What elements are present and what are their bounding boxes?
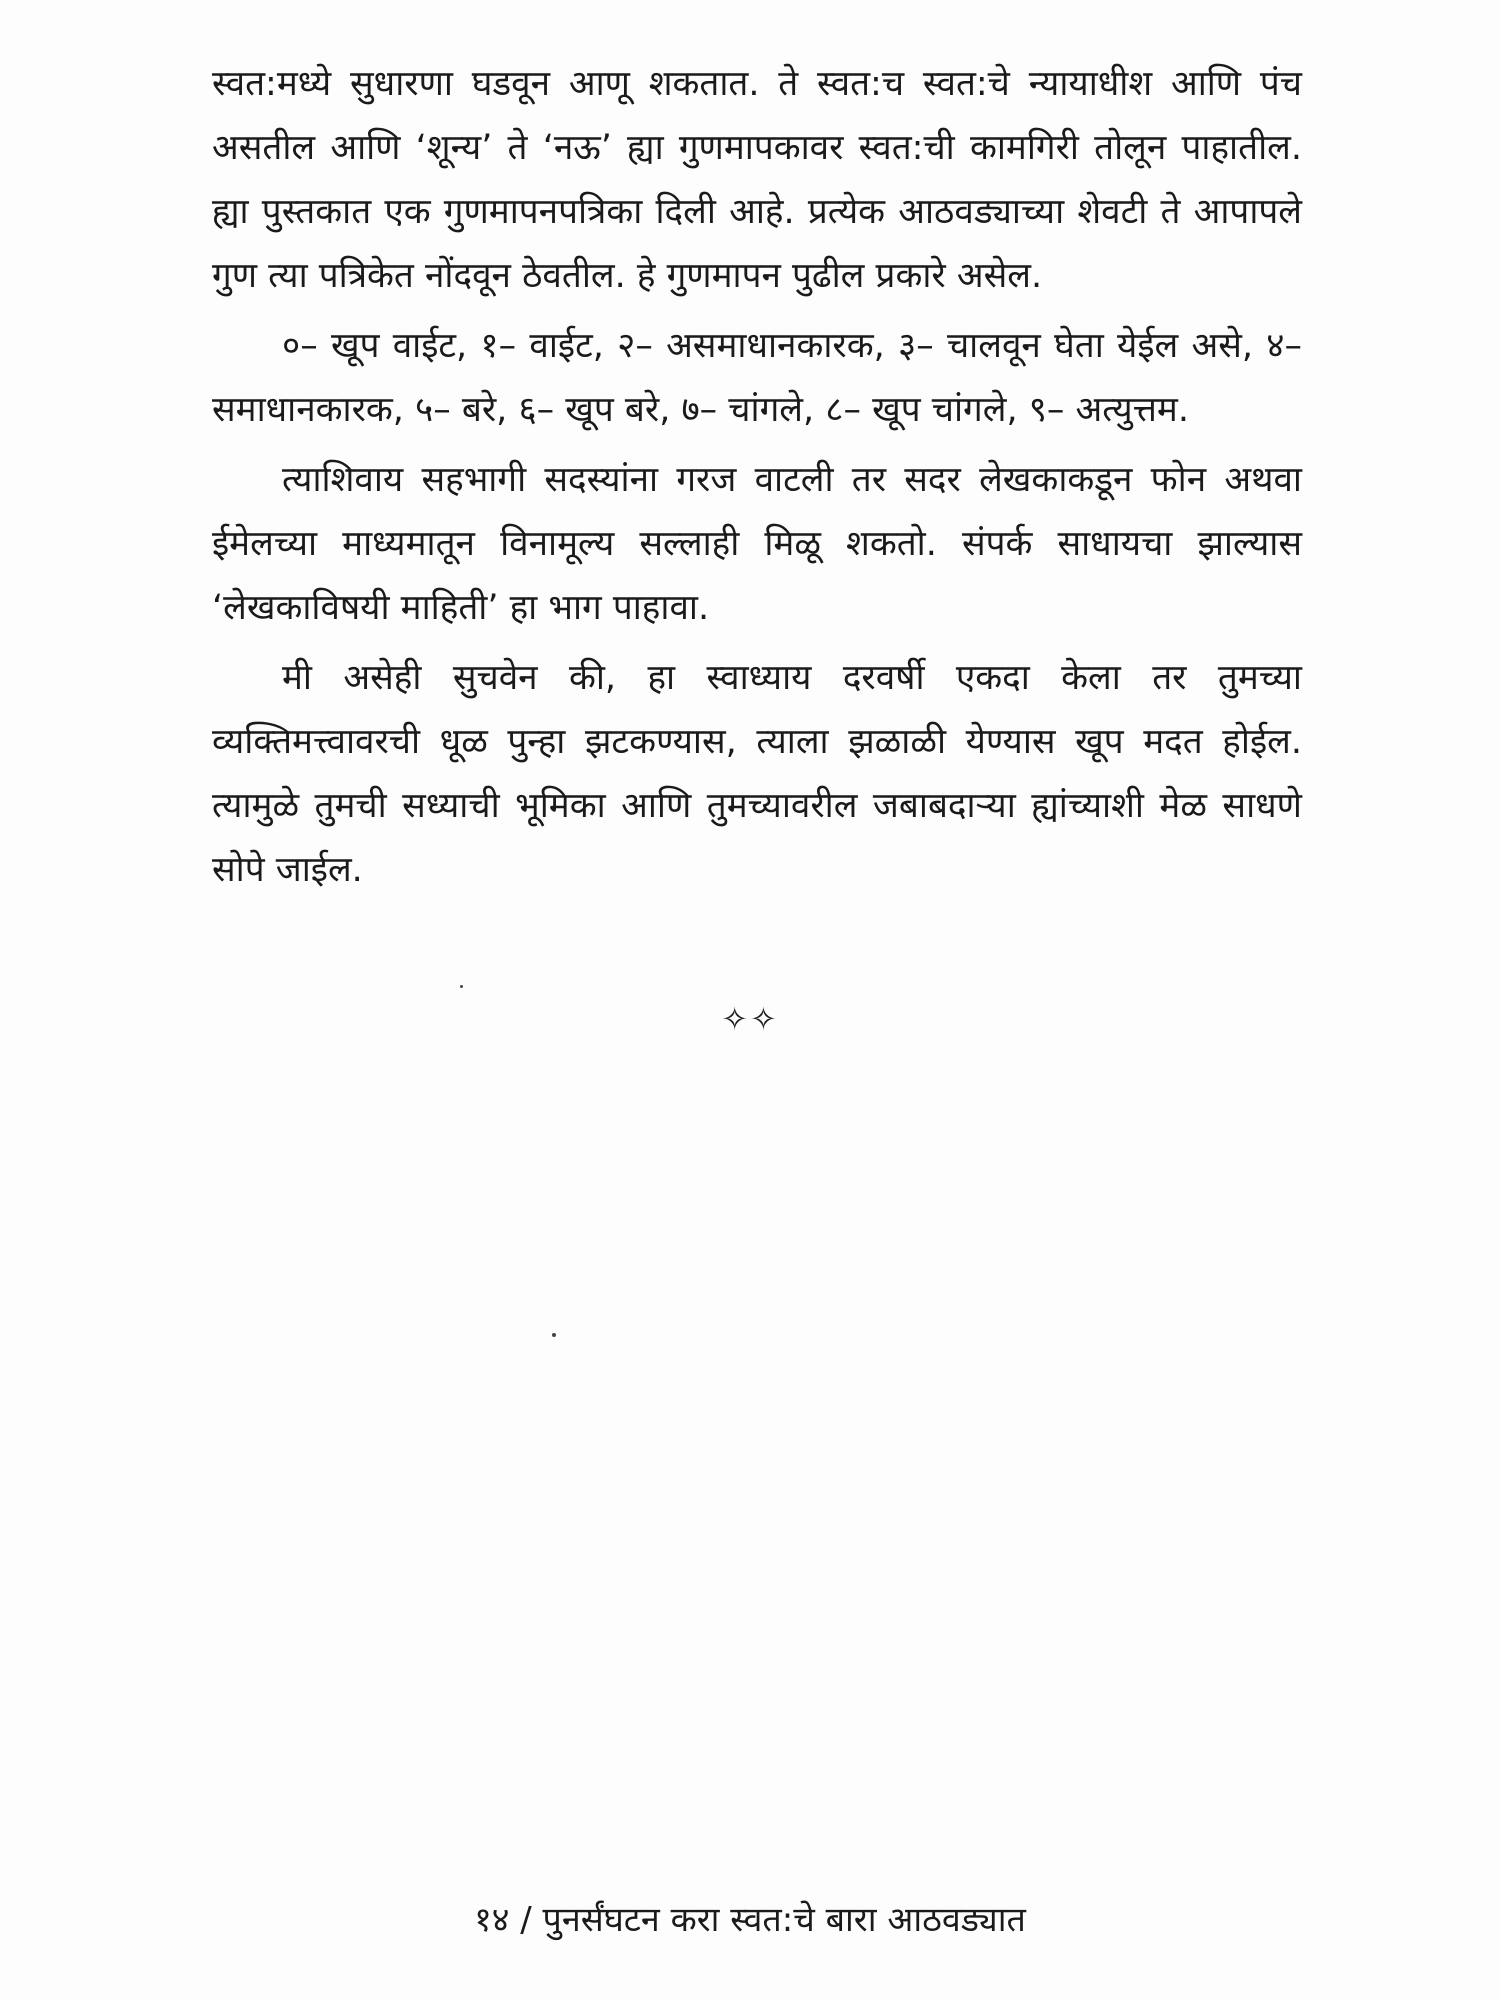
section-end-ornament-icon: ✧✧ (721, 1000, 779, 1038)
body-text (212, 52, 1302, 908)
page-footer: १४ / पुनर्संघटन करा स्वत:चे बारा आठवड्यात (474, 1900, 1026, 1940)
paragraph-rating-scale: ०– खूप वाईट, १– वाईट, २– असमाधानकारक, ३– चालवून घेता येईल असे, ४– समाधानकारक, ५– बरे, ६– खूप बरे, ७– चांगले, ८– खूप चांगले, ९– अत्युत्तम. (212, 326, 1302, 430)
paragraph-suggestion: मी असेही सुचवेन की, हा स्वाध्याय दरवर्षी एकदा केला तर तुमच्या व्यक्तिमत्त्वावरची धूळ पुन्हा झटकण्यास, त्याला झळाळी येण्यास खूप मदत होईल. त्यामुळे तुमची सध्याची भूमिका आणि तुमच्यावरील जबाबदाऱ्या ह्यांच्याशी मेळ साधणे सोपे जाईल. (212, 658, 1302, 890)
scan-speck (552, 1333, 556, 1337)
paragraph-continuation: स्वत:मध्ये सुधारणा घडवून आणू शकतात. ते स्वत:च स्वत:चे न्यायाधीश आणि पंच असतील आणि ‘शून्य’ ते ‘नऊ’ ह्या गुणमापकावर स्वत:ची कामगिरी तोलून पाहातील. ह्या पुस्तकात एक गुणमापनपत्रिका दिली आहे. प्रत्येक आठवड्याच्या शेवटी ते आपापले गुण त्या पत्रिकेत नोंदवून ठेवतील. हे गुणमापन पुढील प्रकारे असेल. (212, 64, 1302, 296)
scan-speck (460, 985, 463, 988)
paragraph-consultation: त्याशिवाय सहभागी सदस्यांना गरज वाटली तर सदर लेखकाकडून फोन अथवा ईमेलच्या माध्यमातून विनामूल्य सल्लाही मिळू शकतो. संपर्क साधायचा झाल्यास ‘लेखकाविषयी माहिती’ हा भाग पाहावा. (212, 460, 1302, 628)
